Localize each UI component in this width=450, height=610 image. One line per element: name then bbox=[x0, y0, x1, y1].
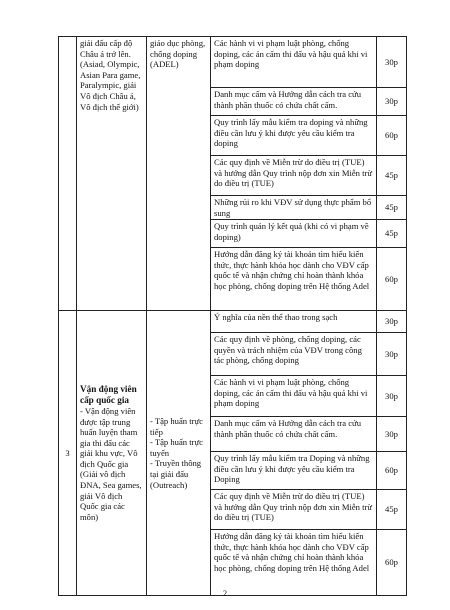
content-cell: Hướng dẫn đăng ký tài khoản tìm hiểu kiến thức, thực hành khóa học dành cho VĐV cấp quốc tế và nhận chứng chỉ hoàn thành khóa học phòng, chống doping trên Hệ thống Adel bbox=[211, 248, 377, 311]
content-cell: Các quy định về Miễn trừ do điều trị (TUE) và hướng dẫn Quy trình nộp đơn xin Miễn trừ do điều trị (TUE) bbox=[211, 490, 377, 530]
time-cell: 30p bbox=[377, 376, 407, 417]
content-cell: Quy trình lấy mẫu kiểm tra doping và những điều cần lưu ý khi được yêu cầu kiểm tra doping bbox=[211, 116, 377, 156]
time-cell: 60p bbox=[377, 248, 407, 311]
target-description: - Vận động viên được tập trung huấn luyện tham gia thi đấu các giải khu vực, Vô địch Quốc gia (Giải vô địch ĐNA, Sea games, giải Vô địch Quốc gia các môn) bbox=[80, 405, 142, 522]
content-cell: Ý nghĩa của nền thể thao trong sạch bbox=[211, 311, 377, 333]
content-cell: Các quy định về Miễn trừ do điều trị (TUE) và hướng dẫn Quy trình nộp đơn xin Miễn trừ do điều trị (TUE) bbox=[211, 156, 377, 196]
time-cell: 30p bbox=[377, 417, 407, 452]
content-cell: Danh mục cấm và Hướng dẫn cách tra cứu thành phần thuốc có chứa chất cấm. bbox=[211, 417, 377, 452]
target-title: Vận động viên cấp quốc gia bbox=[80, 383, 137, 405]
page-number: 2 bbox=[222, 588, 228, 598]
method-cell-1: giáo dục phòng, chống doping (ADEL) bbox=[147, 37, 211, 311]
content-cell: Quy trình quản lý kết quả (khi có vi phạm về doping) bbox=[211, 220, 377, 248]
content-cell: Danh mục cấm và Hướng dẫn cách tra cứu thành phần thuốc có chứa chất cấm. bbox=[211, 88, 377, 116]
target-cell-1: giải đấu cấp độ Châu á trở lên. (Asiad, Olympic, Asian Para game, Paralympic, giải Vô địch Châu á, Vô địch thế giới) bbox=[77, 37, 147, 311]
time-cell: 30p bbox=[377, 88, 407, 116]
time-cell: 30p bbox=[377, 311, 407, 333]
time-cell: 45p bbox=[377, 490, 407, 530]
method-line: - Truyền thông tại giải đấu (Outreach) bbox=[150, 458, 202, 490]
time-cell: 30p bbox=[377, 37, 407, 88]
time-cell: 45p bbox=[377, 220, 407, 248]
time-cell: 60p bbox=[377, 530, 407, 596]
content-cell: Quy trình lấy mẫu kiểm tra Doping và những điều cần lưu ý khi được yêu cầu kiểm tra Doping bbox=[211, 452, 377, 490]
content-cell: Các quy định về phòng, chống doping, các quyền và trách nhiệm của VĐV trong công tác phòng, chống doping bbox=[211, 333, 377, 376]
stt-cell-1 bbox=[59, 37, 77, 311]
target-cell-3 bbox=[77, 311, 147, 596]
content-cell: Hướng dẫn đăng ký tài khoản tìm hiểu kiến thức, thực hành khóa học dành cho VĐV cấp quốc tế và nhận chứng chỉ hoàn thành khóa học phòng, chống doping trên Hệ thống Adel bbox=[211, 530, 377, 596]
time-cell: 60p bbox=[377, 452, 407, 490]
content-cell: Những rủi ro khi VĐV sử dụng thực phẩm bổ sung bbox=[211, 196, 377, 220]
time-cell: 30p bbox=[377, 333, 407, 376]
method-line: - Tập huấn trực tiếp bbox=[150, 416, 203, 437]
time-cell: 60p bbox=[377, 116, 407, 156]
stt-cell-3: 3 bbox=[59, 311, 77, 596]
content-cell: Các hành vi vi phạm luật phòng, chống doping, các án cấm thi đấu và hậu quả khi vi phạm doping bbox=[211, 376, 377, 417]
method-line: - Tập huấn trực tuyến bbox=[150, 437, 203, 458]
content-cell: Các hành vi vi phạm luật phòng, chống doping, các án cấm thi đấu và hậu quả khi vi phạm doping bbox=[211, 37, 377, 88]
time-cell: 45p bbox=[377, 156, 407, 196]
time-cell: 45p bbox=[377, 196, 407, 220]
method-cell-3 bbox=[147, 311, 211, 596]
training-table bbox=[58, 36, 407, 596]
